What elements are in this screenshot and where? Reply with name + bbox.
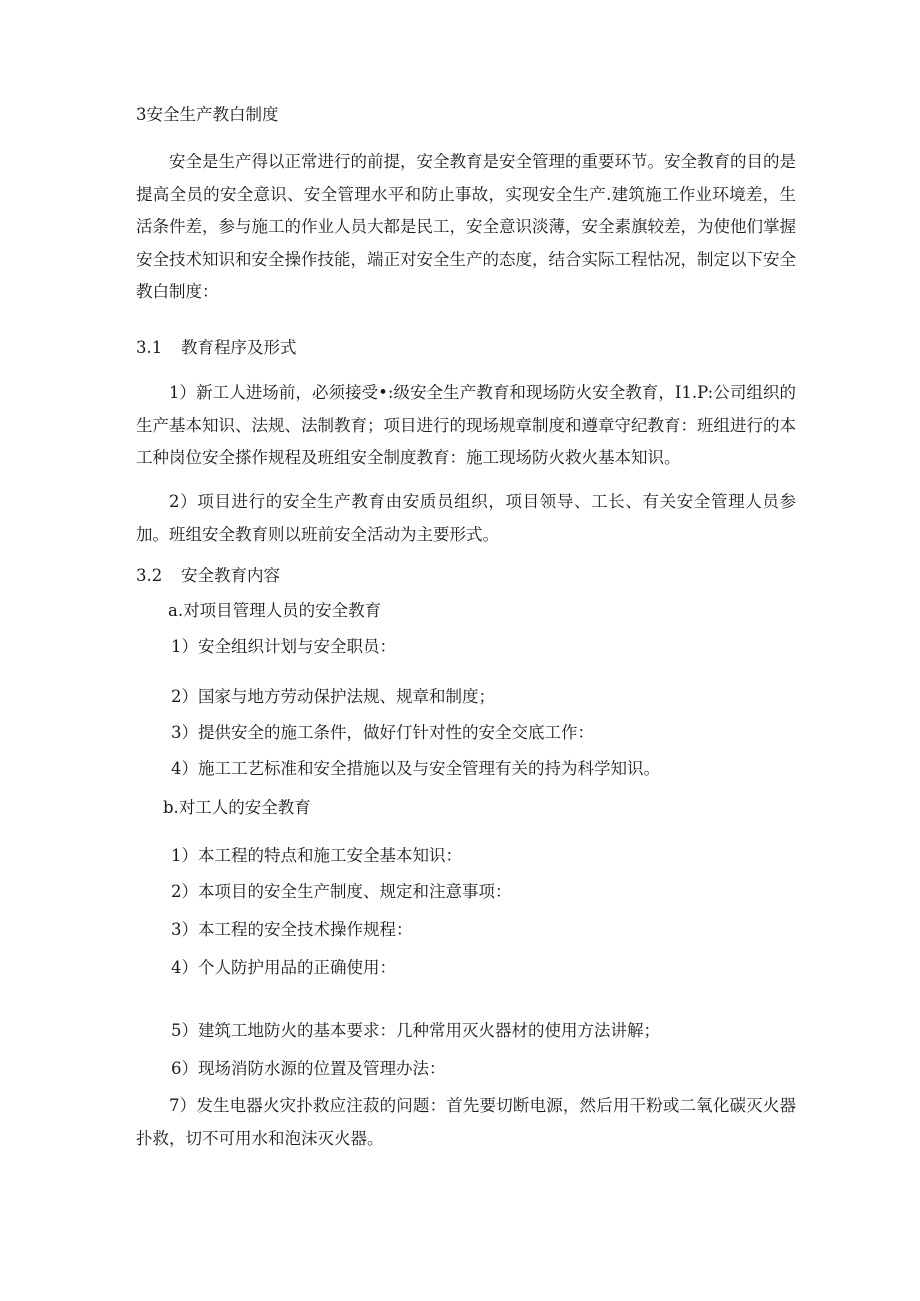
section-3-2-heading: 安全教育内容 xyxy=(181,566,280,585)
subsection-b-item-3: 3）本工程的安全技术操作规程： xyxy=(171,920,413,939)
subsection-b-item-4: 4）个人防护用品的正确使用： xyxy=(171,958,396,977)
document-title: 3安全生产教白制度 xyxy=(136,105,279,124)
section-3-1-item-2: 2）项目进行的安全生产教育由安质员组织，项目领导、工长、有关安全管理人员参加。班组安全教育则以班前安全活动为主要形式。 xyxy=(136,492,796,544)
section-3-1-number: 3.1 xyxy=(136,338,163,357)
subsection-a-item-1: 1）安全组织计划与安全职员： xyxy=(171,637,396,656)
section-3-1-item-1: 1）新工人进场前，必须接受•:级安全生产教育和现场防火安全教育，I1.P:公司组织的生产基本知识、法规、法制教育；项目进行的现场规章制度和遵章守纪教育：班组进行的本工种岗位安全搽作规程及班组安全制度教育：施工现场防火救火基本知识。 xyxy=(136,383,796,467)
subsection-a-item-4: 4）施工工艺标准和安全措施以及与安全管理有关的持为科学知识。 xyxy=(171,759,660,778)
intro-paragraph: 安全是生产得以正常进行的前提，安全教育是安全管理的重要环节。安全教育的目的是提高全员的安全意识、安全管理水平和防止事故，实现安全生产.建筑施工作业环境差，生活条件差，参与施工的作业人员大都是民工，安全意识淡薄，安全素旗较差，为使他们掌握安全技术知识和安全操作技能，端正对安全生产的态度，结合实际工程怙况，制定以下安全教白制度： xyxy=(136,152,796,301)
subsection-a-item-3: 3）提供安全的施工条件，做好仃针对性的安全交底工作： xyxy=(171,723,594,742)
subsection-b-item-5: 5）建筑工地防火的基本要求：几种常用灭火器材的使用方法讲解； xyxy=(171,1021,660,1040)
section-3-2-number: 3.2 xyxy=(136,566,163,585)
subsection-b-item-7: 7）发生电器火灾扑救应注菽的问题：首先要切断电源，然后用干粉或二氧化碳灭火器扑救，切不可用水和泡沫灭火器。 xyxy=(136,1096,796,1148)
subsection-b-item-6: 6）现场消防水源的位置及管理办法： xyxy=(171,1059,446,1078)
subsection-a-item-2: 2）国家与地方劳动保护法规、规章和制度； xyxy=(171,687,495,706)
subsection-b-title: b.对工人的安全教育 xyxy=(163,798,311,817)
subsection-b-item-1: 1）本工程的特点和施工安全基本知识： xyxy=(171,846,462,865)
subsection-a-title: a.对项目管理人员的安全教育 xyxy=(168,601,382,620)
subsection-b-item-2: 2）本项目的安全生产制度、规定和注意事项： xyxy=(171,882,512,901)
section-3-1-heading: 教育程序及形式 xyxy=(181,338,297,357)
